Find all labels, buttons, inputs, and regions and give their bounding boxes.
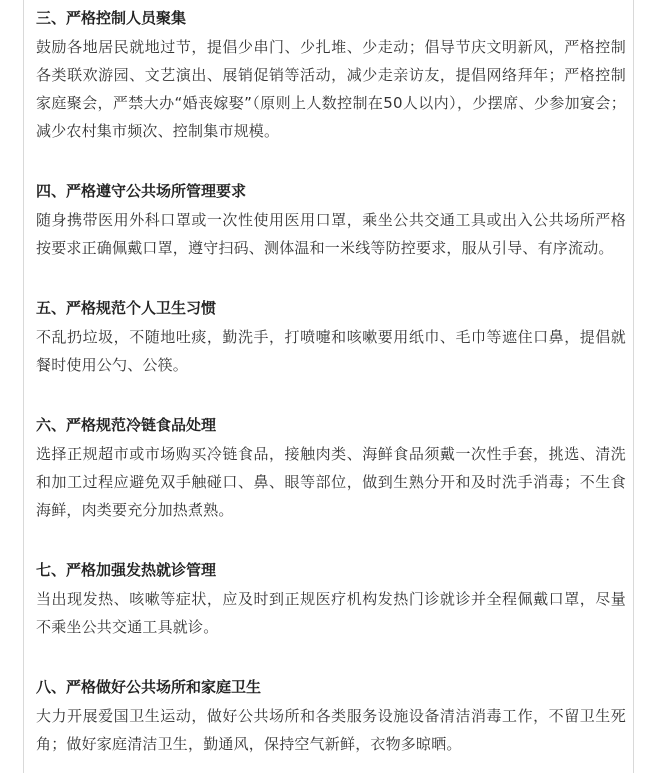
section-heading: 三、严格控制人员聚集 bbox=[36, 9, 187, 27]
article-content bbox=[36, 0, 626, 758]
section-heading: 四、严格遵守公共场所管理要求 bbox=[36, 182, 247, 200]
section-7 bbox=[36, 555, 626, 641]
section-8 bbox=[36, 672, 626, 758]
section-body: 选择正规超市或市场购买冷链食品，接触肉类、海鲜食品须戴一次性手套，挑选、清洗和加工过程应避免双手触碰口、鼻、眼等部位，做到生熟分开和及时洗手消毒；不生食海鲜，肉类要充分加热煮熟。 bbox=[36, 445, 626, 519]
section-heading: 八、严格做好公共场所和家庭卫生 bbox=[36, 678, 262, 696]
section-heading: 六、严格规范冷链食品处理 bbox=[36, 416, 217, 434]
section-body: 鼓励各地居民就地过节，提倡少串门、少扎堆、少走动；倡导节庆文明新风，严格控制各类联欢游园、文艺演出、展销促销等活动，减少走亲访友，提倡网络拜年；严格控制家庭聚会，严禁大办“婚丧嫁娶”（原则上人数控制在50人以内），少摆席、少参加宴会；减少农村集市频次、控制集市规模。 bbox=[36, 38, 626, 140]
section-5 bbox=[36, 293, 626, 379]
section-3 bbox=[36, 3, 626, 145]
section-body: 不乱扔垃圾，不随地吐痰，勤洗手，打喷嚏和咳嗽要用纸巾、毛巾等遮住口鼻，提倡就餐时使用公勺、公筷。 bbox=[36, 328, 626, 374]
section-body: 大力开展爱国卫生运动，做好公共场所和各类服务设施设备清洁消毒工作，不留卫生死角；做好家庭清洁卫生，勤通风，保持空气新鲜，衣物多晾晒。 bbox=[36, 707, 626, 753]
section-body: 当出现发热、咳嗽等症状，应及时到正规医疗机构发热门诊就诊并全程佩戴口罩，尽量不乘坐公共交通工具就诊。 bbox=[36, 590, 626, 636]
section-spacer bbox=[36, 379, 626, 407]
section-spacer bbox=[36, 524, 626, 552]
section-4 bbox=[36, 176, 626, 262]
section-heading: 五、严格规范个人卫生习惯 bbox=[36, 299, 217, 317]
section-heading: 七、严格加强发热就诊管理 bbox=[36, 561, 217, 579]
section-body: 随身携带医用外科口罩或一次性使用医用口罩，乘坐公共交通工具或出入公共场所严格按要求正确佩戴口罩，遵守扫码、测体温和一米线等防控要求，服从引导、有序流动。 bbox=[36, 211, 626, 257]
section-6 bbox=[36, 410, 626, 524]
section-spacer bbox=[36, 641, 626, 669]
section-spacer bbox=[36, 262, 626, 290]
section-spacer bbox=[36, 145, 626, 173]
